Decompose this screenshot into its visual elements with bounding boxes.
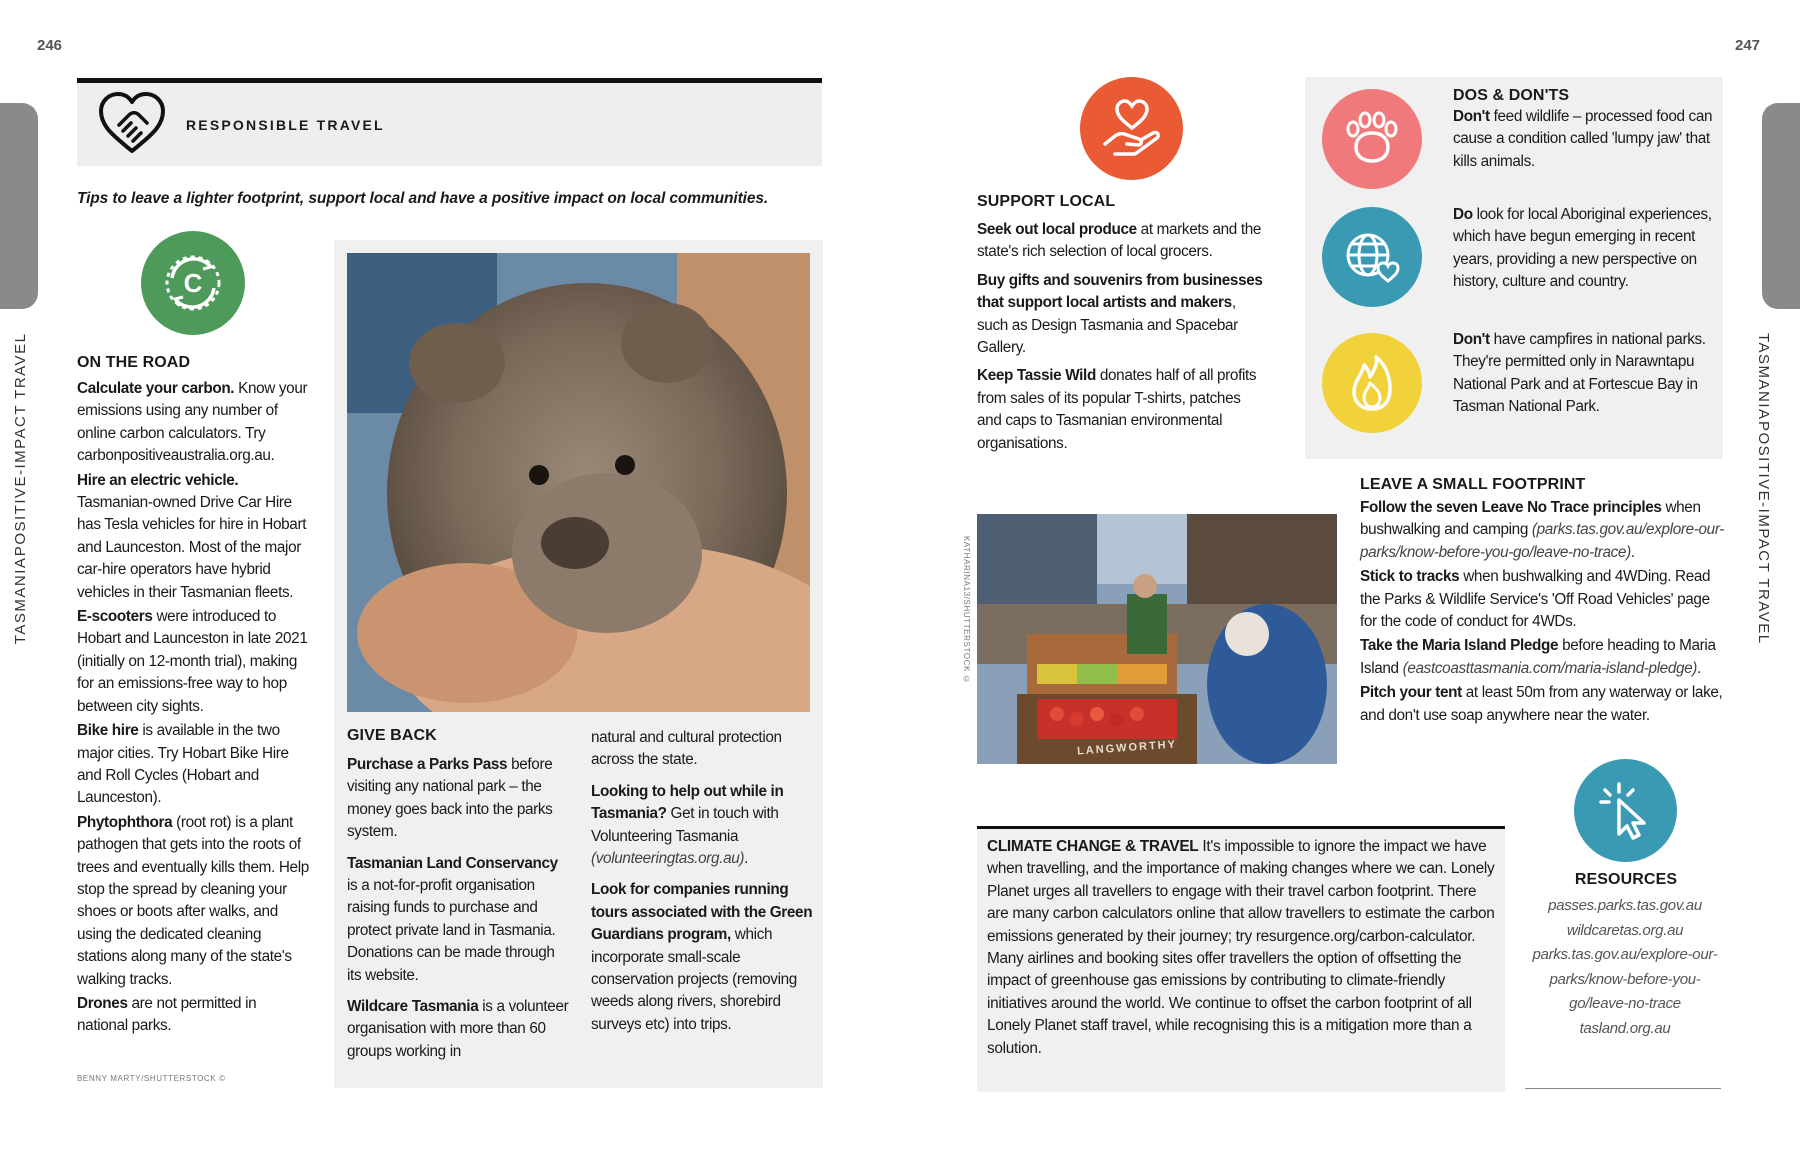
flame-icon [1322,333,1422,433]
dos-donts-text: look for local Aboriginal experiences, which have begun emerging in recent years, providing a new perspective on history, culture and country. [1453,206,1712,291]
footprint-paragraph [1360,635,1730,680]
support-local-lead: Seek out local produce [977,221,1137,238]
give-back-continued: natural and cultural protection across the state. [591,729,782,769]
tip-paragraph [77,720,309,810]
tip-paragraph [77,378,309,468]
support-local-column [977,193,1267,457]
flame-glyph [1340,351,1404,415]
dos-donts-lead: Do [1453,206,1473,223]
side-tab-right [1762,103,1800,309]
support-local-text: , such as Design Tasmania and Spacebar Gallery. [977,294,1238,357]
carbon-cycle-glyph [158,248,228,318]
svg-text:C: C [183,268,203,298]
give-back-heading: GIVE BACK [347,727,437,744]
tip-text: Know your emissions using any number of online carbon calculators. Try carbonpositiveaustralia.org.au. [77,380,308,465]
running-head-right [1755,333,1772,644]
intro-text: Tips to leave a lighter footprint, support local and have a positive impact on local communities. [77,190,769,207]
running-head-chapter: POSITIVE-IMPACT TRAVEL [12,333,29,557]
resources-rule [1525,1088,1721,1089]
paw-print-icon [1322,89,1422,189]
support-local-text: donates half of all profits from sales of its popular T-shirts, patches and caps to Tasmanian environmental organisations. [977,367,1257,452]
footprint-lead: Take the Maria Island Pledge [1360,637,1559,655]
dos-donts-paragraph [1453,204,1713,329]
give-back-text: is a volunteer organisation with more than 60 groups working in [347,998,569,1060]
running-head-section: TASMANIA [1755,333,1772,421]
support-local-lead: Keep Tassie Wild [977,367,1096,385]
give-back-lead: Wildcare Tasmania [347,998,479,1016]
dos-donts-text: feed wildlife – processed food can cause a condition called 'lumpy jaw' that kills animals. [1453,108,1713,170]
maria-island-link[interactable]: (eastcoasttasmania.com/maria-island-pledge) [1402,659,1698,677]
dos-donts-heading: DOS & DON'TS [1453,87,1570,104]
give-back-lead: Tasmanian Land Conservancy [347,854,558,872]
give-back-text: Get in touch with Volunteering Tasmania [591,805,779,845]
climate-paragraph [977,829,1505,1060]
page-number-right: 247 [1735,37,1761,54]
climate-heading: CLIMATE CHANGE & TRAVEL [987,838,1199,855]
support-local-text: at markets and the state's rich selection of local grocers. [977,221,1262,261]
give-back-paragraph [591,781,813,871]
cursor-click-icon [1574,759,1677,862]
give-back-lead: Looking to help out while in Tasmania? [591,782,784,823]
dos-donts-lead: Don't [1453,108,1490,125]
tip-paragraph [77,993,309,1038]
tip-text: were introduced to Hobart and Launceston in late 2021 (initially on 12-month trial), making for an emissions-free way to hop between city sights. [77,608,308,715]
wombat-illustration [347,253,810,712]
tip-lead: E-scooters [77,608,153,626]
give-back-paragraph [591,879,813,1036]
leave-small-footprint-heading: LEAVE A SMALL FOOTPRINT [1360,476,1586,493]
page-number-left: 246 [37,37,63,54]
give-back-column-2 [591,727,813,1038]
support-local-paragraph [977,219,1267,264]
give-back-lead: Look for companies running tours associated with the Green Guardians program, [591,881,813,944]
globe-heart-glyph [1340,225,1404,289]
give-back-lead: Purchase a Parks Pass [347,756,508,773]
give-back-tail: . [744,850,749,868]
tip-text: is available in the two major cities. Try Hobart Bike Hire and Roll Cycles (Hobart and Launceston). [77,722,289,807]
photo-credit-market: KATHARINA13/SHUTTERSTOCK © [962,536,971,685]
dos-donts-lead: Don't [1453,331,1490,348]
footprint-paragraph [1360,497,1730,564]
tip-lead: Hire an electric vehicle. [77,471,239,489]
volunteering-link[interactable]: (volunteeringtas.org.au) [591,850,745,868]
tip-lead: Phytophthora [77,813,173,831]
section-banner [77,78,822,166]
climate-change-box [977,826,1505,1092]
resource-link[interactable]: parks.tas.gov.au/explore-our-parks/know-before-you-go/leave-no-trace [1532,946,1718,1012]
resources-list [1527,894,1723,1041]
tip-text: (root rot) is a plant pathogen that gets into the roots of trees and eventually kills them. Help stop the spread by cleaning your shoes or boots after walks, and using the dedicated cleaning stations along many of the state's walking tracks. [77,813,309,988]
heart-in-hand-icon [1080,77,1183,180]
leave-no-trace-link[interactable]: (parks.tas.gov.au/explore-our-parks/know-before-you-go/leave-no-trace) [1360,521,1725,561]
tip-lead: Bike hire [77,722,139,740]
dos-donts-text: have campfires in national parks. They're permitted only in Narawntapu National Park and at Fortescue Bay in Tasman National Park. [1453,331,1706,416]
running-head-left [12,333,29,644]
tip-lead: Drones [77,994,128,1012]
support-local-paragraph [977,270,1267,360]
running-head-chapter: POSITIVE-IMPACT TRAVEL [1755,420,1772,645]
give-back-text: before visiting any national park – the money goes back into the parks system. [347,756,553,841]
heart-in-hand-glyph [1097,94,1167,164]
market-sign: LANGWORTHY [1076,738,1178,758]
wombat-photo [347,253,810,712]
tip-paragraph [77,470,309,604]
footprint-text: before heading to Maria Island [1360,637,1716,677]
footprint-tail: . [1697,659,1701,677]
footprint-lead: Follow the seven Leave No Trace principles [1360,499,1662,516]
footprint-lead: Stick to tracks [1360,568,1460,586]
footprint-text: when bushwalking and 4WDing. Read the Parks & Wildlife Service's 'Off Road Vehicles' page for the code of conduct for 4WDs. [1360,568,1711,631]
resource-link[interactable]: passes.parks.tas.gov.au [1548,897,1702,914]
dos-donts-paragraph [1453,329,1713,419]
climate-text: It's impossible to ignore the impact we have when travelling, and the importance of making changes where we can. Lonely Planet urges all travellers to engage with their travel carbon footprint. There are many carbon calculators online that allow travellers to estimate the carbon emissions generated by their journey; try resurgence.org/carbon-calculator. Many airlines and booking sites offer travellers the option of offsetting the impact of greenhouse gas emissions by contributing to climate-friendly initiatives around the world. We continue to offset the carbon footprint of all Lonely Planet staff travel, while recognising this is a mitigation more than a solution. [987,838,1495,1057]
footprint-paragraph [1360,682,1730,727]
tip-paragraph [77,606,309,718]
footprint-text: when bushwalking and camping [1360,499,1701,539]
paw-print-glyph [1340,107,1404,171]
leave-small-footprint-column [1360,476,1730,729]
side-tab-left [0,103,38,309]
carbon-cycle-icon [141,231,245,335]
give-back-paragraph [347,853,572,987]
resource-link[interactable]: tasland.org.au [1579,1019,1671,1037]
give-back-paragraph [347,996,572,1063]
footprint-tail: . [1630,543,1635,561]
resource-link[interactable]: wildcaretas.org.au [1566,921,1684,939]
globe-heart-icon [1322,207,1422,307]
dos-donts-column [1453,87,1713,419]
cursor-click-glyph [1593,778,1659,844]
give-back-text: which incorporate small-scale conservation projects (removing weeds along rivers, shorebird surveys etc) into trips. [591,926,797,1033]
market-illustration [977,514,1337,764]
resources-heading: RESOURCES [1574,871,1678,888]
give-back-column-1 [347,727,572,1065]
tip-text: Tasmanian-owned Drive Car Hire has Tesla vehicles for hire in Hobart and Launceston. Most of the major car-hire operators have hybrid vehicles in their Tasmanian fleets. [77,494,307,601]
support-local-lead: Buy gifts and souvenirs from businesses that support local artists and makers [977,271,1263,312]
footprint-text: at least 50m from any waterway or lake, and don't use soap anywhere near the water. [1360,684,1723,724]
running-head-section: TASMANIA [12,556,29,645]
support-local-paragraph [977,365,1267,455]
banner-title: RESPONSIBLE TRAVEL [186,117,385,133]
give-back-text: is a not-for-profit organisation raising funds to purchase and protect private land in Tasmania. Donations can be made through its website. [347,877,556,984]
heart-handshake-icon [95,89,169,157]
on-the-road-heading: ON THE ROAD [77,354,191,371]
tip-text: are not permitted in national parks. [77,994,257,1035]
on-the-road-column [77,354,309,1040]
tip-lead: Calculate your carbon. [77,380,235,397]
footprint-paragraph [1360,566,1730,633]
dos-donts-paragraph [1453,106,1713,204]
photo-credit-wombat: BENNY MARTY/SHUTTERSTOCK © [77,1074,226,1083]
give-back-paragraph [347,754,572,844]
tip-paragraph [77,812,309,991]
market-photo [977,514,1337,764]
footprint-lead: Pitch your tent [1360,684,1462,702]
support-local-heading: SUPPORT LOCAL [977,193,1116,210]
